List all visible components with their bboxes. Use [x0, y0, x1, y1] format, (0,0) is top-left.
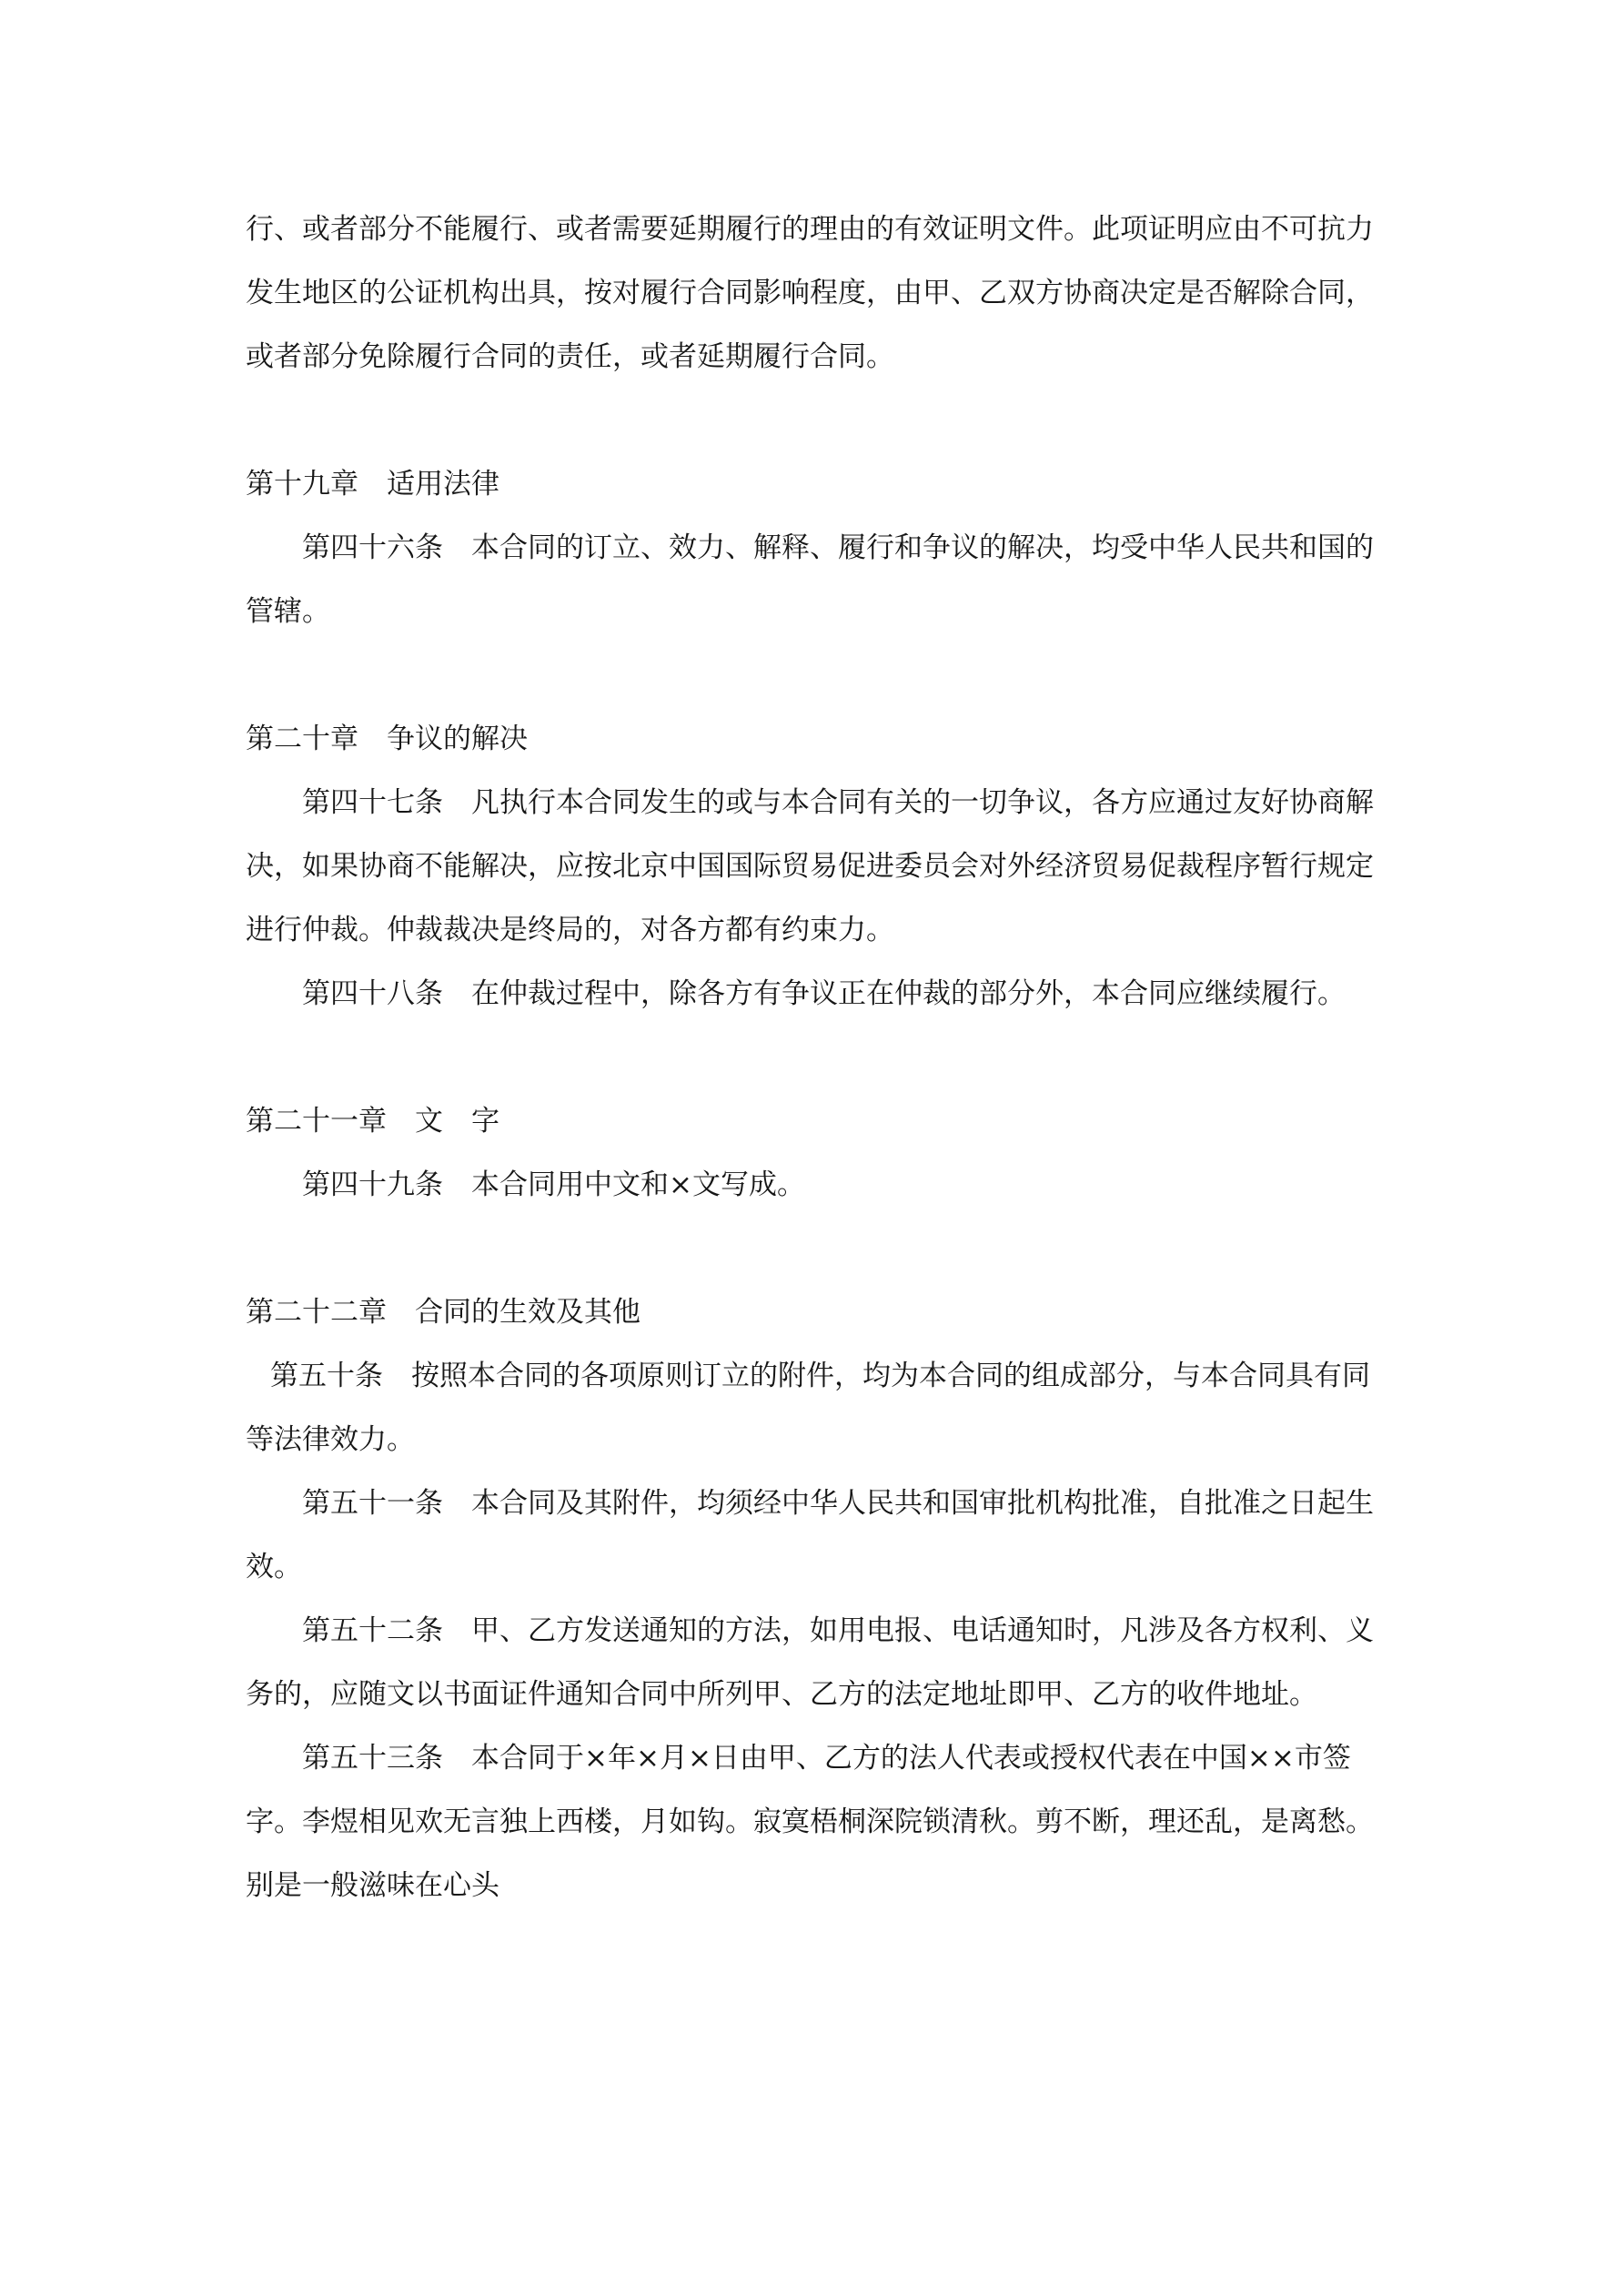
document-text-line: 或者部分免除履行合同的责任，或者延期履行合同。: [246, 340, 894, 373]
document-text-line: 进行仲裁。仲裁裁决是终局的，对各方都有约束力。: [246, 914, 894, 946]
document-text-line: 行、或者部分不能履行、或者需要延期履行的理由的有效证明文件。此项证明应由不可抗力: [246, 213, 1374, 246]
chapter-heading: 第二十一章 文 字: [246, 1105, 499, 1138]
document-text-line: 第四十八条 在仲裁过程中，除各方有争议正在仲裁的部分外，本合同应继续履行。: [302, 977, 1346, 1010]
chapter-heading: 第二十章 争议的解决: [246, 723, 528, 755]
document-text-line: 别是一般滋味在心头: [246, 1869, 499, 1902]
document-text-line: 效。: [246, 1551, 302, 1583]
document-text-line: 第四十七条 凡执行本合同发生的或与本合同有关的一切争议，各方应通过友好协商解: [302, 786, 1374, 819]
document-text-line: 第五十二条 甲、乙方发送通知的方法，如用电报、电话通知时，凡涉及各方权利、义: [302, 1614, 1374, 1647]
document-text-line: 第四十九条 本合同用中文和×文写成。: [302, 1168, 805, 1201]
document-text-line: 字。李煜相见欢无言独上西楼，月如钩。寂寞梧桐深院锁清秋。剪不断，理还乱，是离愁。: [246, 1805, 1374, 1838]
document-text-line: 管辖。: [246, 595, 330, 628]
document-text-line: 第五十一条 本合同及其附件，均须经中华人民共和国审批机构批准，自批准之日起生: [302, 1487, 1374, 1520]
document-text-line: 第四十六条 本合同的订立、效力、解释、履行和争议的解决，均受中华人民共和国的: [302, 531, 1374, 564]
document-text-line: 第五十条 按照本合同的各项原则订立的附件，均为本合同的组成部分，与本合同具有同: [270, 1360, 1370, 1392]
document-text-line: 第五十三条 本合同于×年×月×日由甲、乙方的法人代表或授权代表在中国××市签: [302, 1742, 1351, 1775]
blank-line: [246, 389, 1383, 452]
blank-line: [246, 643, 1383, 707]
document-text-line: 发生地区的公证机构出具，按对履行合同影响程度，由甲、乙双方协商决定是否解除合同，: [246, 277, 1374, 309]
document-text-line: 决，如果协商不能解决，应按北京中国国际贸易促进委员会对外经济贸易促裁程序暂行规定: [246, 850, 1374, 883]
chapter-heading: 第十九章 适用法律: [246, 468, 499, 501]
document-body: [246, 197, 1383, 1917]
blank-line: [246, 1026, 1383, 1089]
document-text-line: 等法律效力。: [246, 1423, 415, 1456]
blank-line: [246, 1217, 1383, 1280]
chapter-heading: 第二十二章 合同的生效及其他: [246, 1296, 641, 1329]
document-text-line: 务的，应随文以书面证件通知合同中所列甲、乙方的法定地址即甲、乙方的收件地址。: [246, 1678, 1317, 1711]
